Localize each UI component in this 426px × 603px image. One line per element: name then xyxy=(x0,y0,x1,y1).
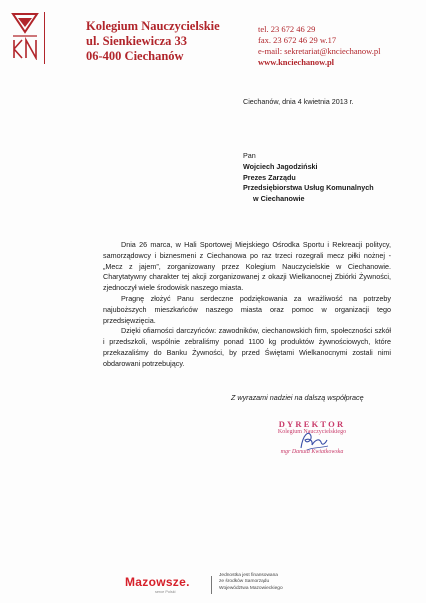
letter-paragraph: Pragnę złożyć Panu serdeczne podziękowania za wrażliwość na potrzeby najuboższych mieszkańców naszego miasta oraz pomoc w organizacji tego przedsięwzięcia. xyxy=(103,293,391,325)
recipient-company: Przedsiębiorstwa Usług Komunalnych xyxy=(243,183,374,193)
letterhead-divider xyxy=(44,12,45,64)
recipient-company-city: w Ciechanowie xyxy=(253,194,305,204)
funding-note xyxy=(219,573,283,592)
mazowsze-tagline: serce Polski xyxy=(155,590,176,594)
org-website: www.knciechanow.pl xyxy=(258,57,335,67)
stamp-person: mgr Danuta Kwiatkowska xyxy=(280,449,344,455)
recipient-name: Wojciech Jagodziński xyxy=(243,161,318,171)
funding-note-line: Jednostka jest finansowana xyxy=(219,573,278,578)
recipient-block xyxy=(243,151,374,205)
mazowsze-logo: Mazowsze. xyxy=(125,575,190,589)
funding-note-line: ze środków Samorządu xyxy=(219,579,270,585)
closing-line: Z wyrazami nadziei na dalszą współpracę xyxy=(231,393,364,402)
letter-paragraph: Dzięki ofiarności darczyńców: zawodników, ciechanowskich firm, społeczności szkół i przedszkoli, wspólnie zebraliśmy ponad 1100 kg produktów żywnościowych, które przekazaliśmy do Banku Żywności, by przed Świętami Wielkanocnymi zostali nimi obdarowani potrzebujący. xyxy=(103,326,391,368)
letterhead-contact xyxy=(258,24,380,68)
org-name: Kolegium Nauczycielskie xyxy=(86,19,220,33)
signature-icon xyxy=(297,428,331,454)
org-email: e-mail: sekretariat@knciechanow.pl xyxy=(258,46,381,56)
date-line: Ciechanów, dnia 4 kwietnia 2013 r. xyxy=(243,97,354,106)
stamp-org: Kolegium Nauczycielskiego xyxy=(277,429,347,435)
org-city: 06-400 Ciechanów xyxy=(86,49,184,63)
recipient-salutation: Pan xyxy=(243,151,256,160)
letter-body xyxy=(103,240,391,370)
letter-paragraph: Dnia 26 marca, w Hali Sportowej Miejskiego Ośrodka Sportu i Rekreacji politycy, samorządowcy i biznesmeni z Ciechanowa po raz trzeci rozegrali mecz piłki nożnej - „Mecz z jajem”, zorganizowany przez Kolegium Nauczycielskie w Ciechanowie. Charytatywny charakter tej akcji zorganizowanej z okazji Wielkanocnej Zbiórki Żywności, zjednoczył wiele środowisk naszego miasta. xyxy=(103,240,391,293)
org-street: ul. Sienkiewicza 33 xyxy=(86,34,188,48)
kolegium-logo-icon xyxy=(10,12,40,60)
footer-divider xyxy=(211,576,212,594)
org-fax: fax. 23 672 46 29 w.17 xyxy=(258,35,337,45)
stamp-title: DYREKTOR xyxy=(278,419,346,429)
letterhead-address xyxy=(86,19,220,64)
recipient-title: Prezes Zarządu xyxy=(243,172,296,182)
org-phone: tel. 23 672 46 29 xyxy=(258,24,316,34)
funding-note-line: Województwa Mazowieckiego xyxy=(219,585,283,591)
